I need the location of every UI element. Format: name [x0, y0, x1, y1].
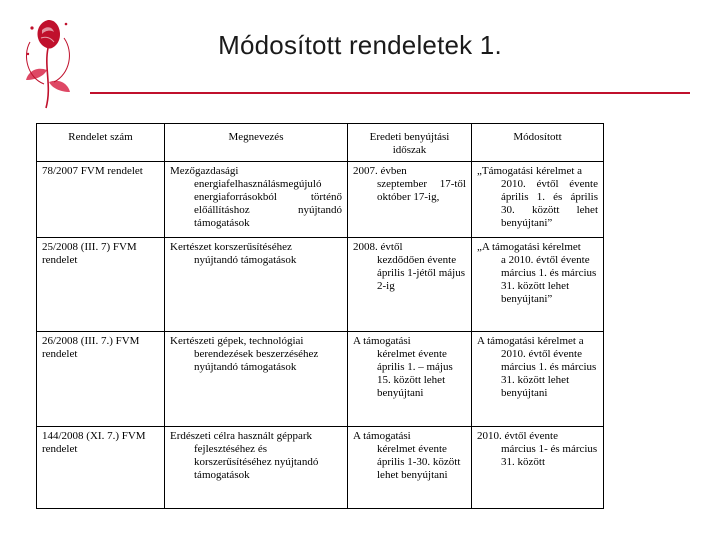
cell-rendelet-szam: 78/2007 FVM rendelet: [37, 162, 165, 238]
cell-modositott: A támogatási kérelmet a 2010. évtől évente március 1. és március 31. között lehet benyújtani: [472, 332, 604, 427]
cell-rendelet-szam: 26/2008 (III. 7.) FVM rendelet: [37, 332, 165, 427]
table-row: [37, 427, 604, 509]
cell-eredeti: 2007. évben szeptember 17-től október 17-ig,: [348, 162, 472, 238]
regulations-table: [36, 123, 604, 509]
cell-modositott: 2010. évtől évente március 1- és március 31. között: [472, 427, 604, 509]
rose-logo-icon: [18, 8, 80, 120]
cell-modositott: „Támogatási kérelmet a 2010. évtől évente április 1. és április 30. között lehet benyújtani”: [472, 162, 604, 238]
table-row: [37, 162, 604, 238]
cell-rendelet-szam: 25/2008 (III. 7) FVM rendelet: [37, 238, 165, 332]
column-header-eredeti: Eredeti benyújtási időszak: [348, 124, 472, 162]
table-header-row: [37, 124, 604, 162]
slide-title: Módosított rendeletek 1.: [218, 30, 502, 60]
cell-megnevezes: Erdészeti célra használt géppark fejlesztéséhez és korszerűsítéséhez nyújtandó támogatások: [165, 427, 348, 509]
cell-megnevezes: Mezőgazdasági energiafelhasználásmegújuló energiaforrásokból történő előállításhoz nyújtandó támogatások: [165, 162, 348, 238]
table-row: [37, 238, 604, 332]
cell-eredeti: A támogatási kérelmet évente április 1. – május 15. között lehet benyújtani: [348, 332, 472, 427]
cell-modositott: „A támogatási kérelmet a 2010. évtől évente március 1. és március 31. között lehet benyújtani”: [472, 238, 604, 332]
cell-megnevezes: Kertészeti gépek, technológiai berendezések beszerzéséhez nyújtandó támogatások: [165, 332, 348, 427]
column-header-megnevezes: Megnevezés: [165, 124, 348, 162]
cell-megnevezes: Kertészet korszerűsítéséhez nyújtandó támogatások: [165, 238, 348, 332]
cell-rendelet-szam: 144/2008 (XI. 7.) FVM rendelet: [37, 427, 165, 509]
column-header-modositott: Módosított: [472, 124, 604, 162]
column-header-rendelet-szam: Rendelet szám: [37, 124, 165, 162]
table-row: [37, 332, 604, 427]
title-divider: [90, 92, 690, 94]
cell-eredeti: A támogatási kérelmet évente április 1-30. között lehet benyújtani: [348, 427, 472, 509]
cell-eredeti: 2008. évtől kezdődően évente április 1-jétől május 2-ig: [348, 238, 472, 332]
